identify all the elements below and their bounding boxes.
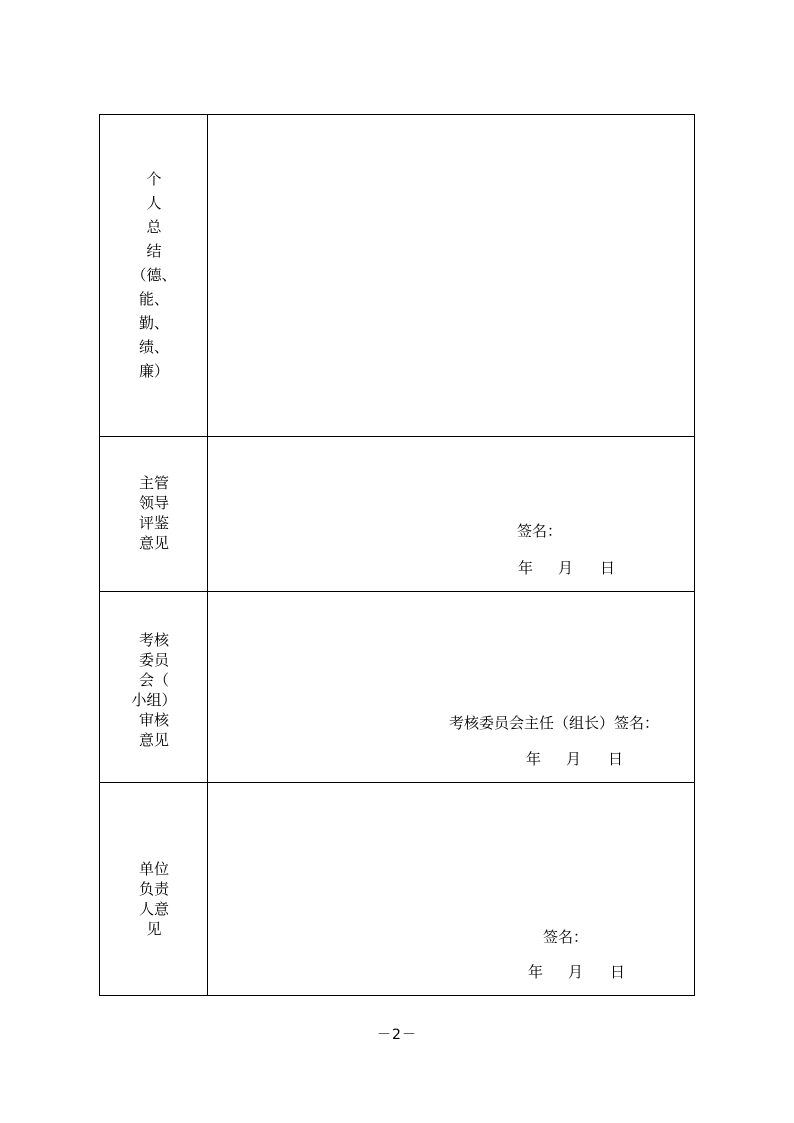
label-cell-committee-review bbox=[100, 592, 208, 782]
label-line: 人 bbox=[146, 194, 162, 212]
label-line: 绩、 bbox=[138, 338, 169, 356]
committee-review-label bbox=[100, 630, 208, 750]
label-line: 主管 bbox=[138, 474, 169, 492]
unit-head-signature-label: 签名： bbox=[543, 928, 589, 946]
unit-head-date-line bbox=[528, 961, 625, 982]
label-line: 勤、 bbox=[138, 314, 169, 332]
row-unit-head-opinion bbox=[100, 783, 694, 995]
personal-summary-entry-area[interactable] bbox=[208, 115, 694, 436]
date-year-label: 年 bbox=[526, 750, 542, 768]
date-year-label: 年 bbox=[518, 559, 534, 577]
label-line: 审核 bbox=[138, 711, 169, 729]
label-cell-personal-summary bbox=[100, 115, 208, 436]
committee-chair-signature-label: 考核委员会主任（组长）签名： bbox=[449, 714, 660, 732]
label-cell-unit-head-opinion bbox=[100, 783, 208, 995]
personal-summary-label bbox=[100, 167, 208, 383]
label-line: 廉） bbox=[138, 362, 169, 380]
label-line: 意见 bbox=[138, 534, 169, 552]
supervisor-date-line bbox=[518, 557, 615, 578]
unit-head-opinion-entry-area[interactable] bbox=[208, 783, 694, 995]
label-line: 会（ bbox=[138, 671, 169, 689]
date-month-label: 月 bbox=[568, 963, 584, 981]
evaluation-form-table bbox=[99, 114, 695, 996]
date-month-label: 月 bbox=[566, 750, 582, 768]
label-line: 小组） bbox=[131, 691, 177, 709]
date-month-label: 月 bbox=[558, 559, 574, 577]
label-line: 单位 bbox=[138, 860, 169, 878]
label-line: 能、 bbox=[138, 290, 169, 308]
date-day-label: 日 bbox=[600, 559, 616, 577]
label-line: 委员 bbox=[138, 651, 169, 669]
label-line: 领导 bbox=[138, 494, 169, 512]
supervisor-opinion-label bbox=[100, 473, 208, 553]
supervisor-opinion-entry-area[interactable] bbox=[208, 437, 694, 591]
committee-date-line bbox=[526, 748, 623, 769]
label-cell-supervisor-opinion bbox=[100, 437, 208, 591]
label-line: （德、 bbox=[131, 266, 177, 284]
row-committee-review bbox=[100, 592, 694, 783]
date-year-label: 年 bbox=[528, 963, 544, 981]
page-number: －2－ bbox=[377, 1027, 417, 1043]
label-line: 总 bbox=[146, 218, 162, 236]
label-line: 见 bbox=[146, 920, 162, 938]
label-line: 人意 bbox=[138, 900, 169, 918]
date-day-label: 日 bbox=[608, 750, 624, 768]
label-line: 结 bbox=[146, 242, 162, 260]
label-line: 意见 bbox=[138, 731, 169, 749]
label-line: 个 bbox=[146, 170, 162, 188]
label-line: 负责 bbox=[138, 880, 169, 898]
row-supervisor-opinion bbox=[100, 437, 694, 592]
label-line: 考核 bbox=[138, 631, 169, 649]
row-personal-summary bbox=[100, 115, 694, 437]
label-line: 评鉴 bbox=[138, 514, 169, 532]
committee-review-entry-area[interactable] bbox=[208, 592, 694, 782]
date-day-label: 日 bbox=[610, 963, 626, 981]
supervisor-signature-label: 签名： bbox=[517, 522, 563, 540]
unit-head-opinion-label bbox=[100, 859, 208, 939]
